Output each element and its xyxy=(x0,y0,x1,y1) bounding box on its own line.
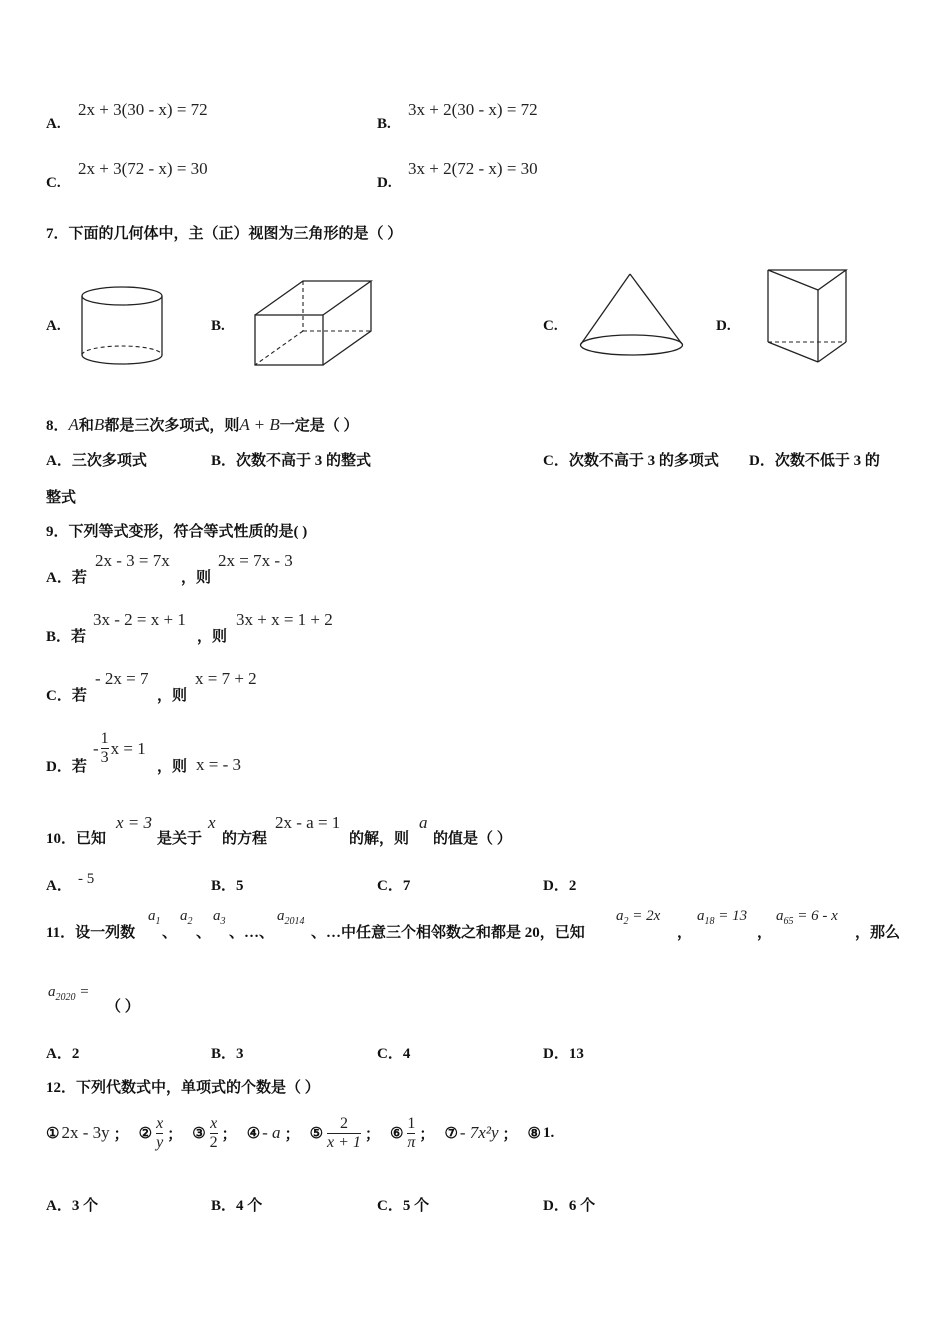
q11-sep-3: 、…、 xyxy=(229,925,275,941)
q12-item-2-numerator: x xyxy=(156,1114,164,1132)
q6-option-c-math: 2x + 3(72 - x) = 30 xyxy=(78,159,208,178)
q11-option-a: A．2 xyxy=(46,1046,80,1062)
q9-option-c-prefix: C．若 xyxy=(46,688,87,704)
q11-cond-a18: $a_{18} = 13$ xyxy=(697,908,748,927)
q11-text-after-seq: 、…中任意三个相邻数之和都是 20，已知 xyxy=(311,925,585,941)
q12-item-3-denominator: 2 xyxy=(209,1133,218,1151)
q11-question-a2020: $a_{2020}$ = xyxy=(48,984,90,1003)
q9-option-d-then: ，则 xyxy=(157,759,188,775)
q8-var-b: B xyxy=(93,415,105,434)
q7-option-c-label: C. xyxy=(543,318,558,334)
q7-option-b-label: B. xyxy=(211,318,225,334)
q12-item-2-sep: ； xyxy=(167,1126,183,1143)
q6-option-d-math: 3x + 2(72 - x) = 30 xyxy=(408,159,538,178)
q8-stem xyxy=(46,414,359,435)
q9-option-d-math-2: x = - 3 xyxy=(196,755,241,774)
q8-option-d-continued: 整式 xyxy=(46,490,77,506)
q11-option-b: B．3 xyxy=(211,1046,244,1062)
q11-seq-a2014: $a_{2014}$ xyxy=(277,908,305,927)
q9-option-b-math-1: 3x - 2 = x + 1 xyxy=(93,610,186,629)
q9-option-a-math-2: 2x = 7x - 3 xyxy=(218,551,293,570)
q11-seq-a1: $a_1$ xyxy=(148,908,161,927)
q9-option-b-then: ，则 xyxy=(197,629,228,645)
q8-option-a: A．三次多项式 xyxy=(46,453,147,469)
triangular-prism-figure xyxy=(762,265,854,367)
q10-text-3: 的解，则 xyxy=(349,831,410,847)
q10-math-1: x = 3 xyxy=(116,813,153,832)
q12-item-4-sep: ； xyxy=(284,1126,300,1143)
q10-option-c: C．7 xyxy=(377,878,411,894)
q12-item-6-index: ⑥ xyxy=(389,1125,404,1142)
q12-item-4-index: ④ xyxy=(246,1125,261,1142)
q12-option-a: A．3 个 xyxy=(46,1198,99,1214)
q12-item-3-index: ③ xyxy=(192,1125,206,1142)
q6-option-d-label: D. xyxy=(377,175,392,191)
cuboid-figure xyxy=(250,278,378,370)
q10-prefix: 10．已知 xyxy=(46,831,107,847)
q11-comma-1: ， xyxy=(677,925,693,941)
q12-item-4-expr: - a xyxy=(262,1123,281,1142)
q9-d-negative-sign: - xyxy=(93,738,99,758)
q8-number: 8． xyxy=(46,418,69,434)
q12-option-c: C．5 个 xyxy=(377,1198,430,1214)
q11-option-d: D．13 xyxy=(543,1046,584,1062)
q12-item-5-index: ⑤ xyxy=(309,1125,324,1142)
q8-option-b: B．次数不高于 3 的整式 xyxy=(211,453,372,469)
q12-item-6-sep: ； xyxy=(419,1126,435,1143)
q9-option-b-prefix: B．若 xyxy=(46,629,87,645)
q10-text-4: 的值是（ ） xyxy=(433,831,512,847)
q7-option-d-label: D. xyxy=(716,318,731,334)
q12-item-6-fraction xyxy=(407,1115,415,1152)
q12-item-3-fraction xyxy=(210,1115,218,1152)
q8-text-3: 一定是（ ） xyxy=(279,418,359,434)
q12-item-8-expr: 1. xyxy=(542,1124,555,1141)
q8-option-c: C．次数不高于 3 的多项式 xyxy=(543,453,719,469)
q9-option-c-math-1: - 2x = 7 xyxy=(95,669,149,688)
q11-prefix: 11．设一列数 xyxy=(46,925,136,941)
q12-item-8-index: ⑧ xyxy=(527,1125,541,1142)
q12-item-5-denominator: x + 1 xyxy=(327,1133,361,1151)
cylinder-figure xyxy=(78,283,168,369)
q10-text-2: 的方程 xyxy=(222,831,268,847)
q10-math-3: 2x - a = 1 xyxy=(275,813,341,832)
q12-item-3-sep: ； xyxy=(221,1126,237,1143)
q11-option-c: C．4 xyxy=(377,1046,411,1062)
q9-option-a-math-1: 2x - 3 = 7x xyxy=(95,551,170,570)
q11-cond-a65: $a_{65} = 6 - x$ xyxy=(776,908,838,927)
q12-option-d: D．6 个 xyxy=(543,1198,596,1214)
q11-sep-1: 、 xyxy=(162,925,178,941)
q12-item-5-sep: ； xyxy=(364,1126,380,1143)
q10-option-a-label: A． xyxy=(46,878,72,894)
q9-option-d-prefix: D．若 xyxy=(46,759,87,775)
q12-item-1-expr: 2x - 3y xyxy=(61,1123,110,1142)
q9-d-denominator: 3 xyxy=(100,749,109,766)
q6-option-a-label: A. xyxy=(46,116,61,132)
q12-stem: 12．下列代数式中，单项式的个数是（ ） xyxy=(46,1080,320,1096)
q12-item-6-denominator: π xyxy=(407,1133,416,1151)
q11-answer-paren: （ ） xyxy=(106,999,140,1015)
q12-item-1-index: ① xyxy=(46,1125,60,1142)
q9-option-a-then: ，则 xyxy=(181,570,212,586)
q8-option-d: D．次数不低于 3 的 xyxy=(749,453,880,469)
q12-item-1-sep: ； xyxy=(113,1126,129,1143)
q10-option-a-value: - 5 xyxy=(78,871,95,887)
q10-option-b: B．5 xyxy=(211,878,244,894)
q12-item-2-denominator: y xyxy=(156,1133,164,1151)
q8-text-2: 都是三次多项式，则 xyxy=(104,418,240,434)
q8-text-1: 和 xyxy=(78,418,94,434)
q6-option-b-math: 3x + 2(30 - x) = 72 xyxy=(408,100,538,119)
q11-seq-a2: $a_2$ xyxy=(180,908,193,927)
q9-option-d-math-1 xyxy=(93,730,146,767)
q9-option-c-math-2: x = 7 + 2 xyxy=(195,669,257,688)
q12-item-6-numerator: 1 xyxy=(407,1114,416,1132)
q7-option-a-label: A. xyxy=(46,318,61,334)
q10-option-d: D．2 xyxy=(543,878,577,894)
q8-var-a: A xyxy=(68,415,79,434)
q6-option-b-label: B. xyxy=(377,116,391,132)
q6-option-c-label: C. xyxy=(46,175,61,191)
q10-math-4: a xyxy=(419,813,428,832)
q11-tail: ，那么 xyxy=(855,925,901,941)
cone-figure xyxy=(576,270,688,362)
q9-option-b-math-2: 3x + x = 1 + 2 xyxy=(236,610,333,629)
q12-item-5-fraction xyxy=(327,1115,361,1152)
q9-d-fraction xyxy=(101,730,109,767)
q12-item-2-fraction xyxy=(156,1115,163,1152)
q10-text-1: 是关于 xyxy=(157,831,203,847)
q7-stem: 7．下面的几何体中，主（正）视图为三角形的是（ ） xyxy=(46,226,403,242)
q10-math-2: x xyxy=(208,813,216,832)
q9-option-c-then: ，则 xyxy=(157,688,188,704)
q9-option-a-prefix: A．若 xyxy=(46,570,87,586)
q8-sum: A + B xyxy=(239,415,280,434)
q12-item-3-numerator: x xyxy=(210,1114,218,1132)
q9-stem: 9．下列等式变形，符合等式性质的是( ) xyxy=(46,524,308,540)
q12-expression-list xyxy=(46,1108,554,1158)
q12-item-7-sep: ； xyxy=(502,1126,518,1143)
q9-d-numerator: 1 xyxy=(100,730,109,747)
q11-cond-a2: $a_2 = 2x$ xyxy=(616,908,661,927)
q6-option-a-math: 2x + 3(30 - x) = 72 xyxy=(78,100,208,119)
q12-option-b: B．4 个 xyxy=(211,1198,263,1214)
q11-seq-a3: $a_3$ xyxy=(213,908,226,927)
q11-comma-2: ， xyxy=(757,925,773,941)
q12-item-7-expr: - 7x²y xyxy=(459,1123,499,1142)
q11-sep-2: 、 xyxy=(196,925,212,941)
q12-item-7-index: ⑦ xyxy=(444,1125,458,1142)
q9-d-equation: x = 1 xyxy=(110,738,146,758)
q12-item-2-index: ② xyxy=(138,1125,153,1142)
q12-item-5-numerator: 2 xyxy=(339,1114,348,1132)
